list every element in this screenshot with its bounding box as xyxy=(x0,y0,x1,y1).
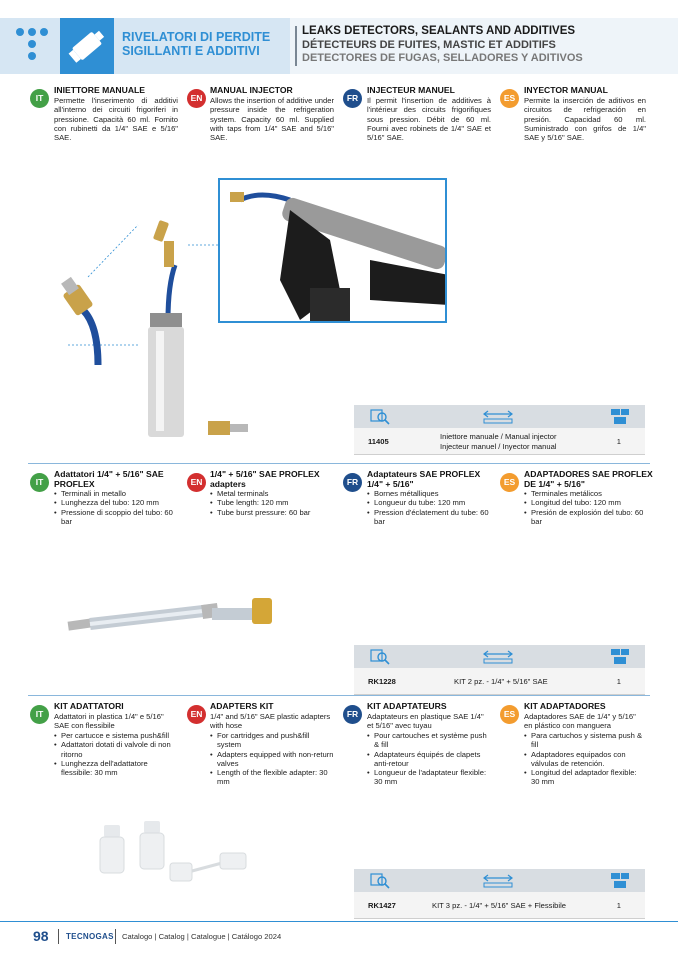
package-boxes-icon xyxy=(609,408,631,425)
product-table-RK1228 xyxy=(354,645,645,695)
block-intro-es: Adaptadores SAE de 1/4" y 5/16" en plástico con manguera xyxy=(524,712,636,731)
badge-it: IT xyxy=(30,705,49,724)
badge-it: IT xyxy=(30,473,49,492)
block-text-fr: Il permit l'insertion de additives à l'intérieur des circuits frigorifiques sous pression. Débit de 60 ml. Fourni avec robinets de 1/4" SAE et 5/16" SAE. xyxy=(367,96,491,143)
tube-category-icon xyxy=(60,18,114,74)
proflex-adapter-image xyxy=(62,590,282,646)
block-list-it: • Terminali in metallo • Lunghezza del tubo: 120 mm • Pressione di scoppio del tubo: 60 bar xyxy=(54,489,178,526)
block-title-es: INYECTOR MANUAL xyxy=(524,85,608,95)
dimension-ruler-icon xyxy=(482,648,514,665)
badge-en: EN xyxy=(187,473,206,492)
code-search-icon xyxy=(370,872,390,889)
product-code: 11405 xyxy=(368,437,389,446)
badge-fr: FR xyxy=(343,473,362,492)
block-intro-fr: Adaptateurs en plastique SAE 1/4" et 5/16" avec tuyau xyxy=(367,712,484,731)
header-divider xyxy=(295,26,297,66)
product-description: KIT 2 pz. - 1/4" + 5/16" SAE xyxy=(454,677,548,686)
product-table-RK1427 xyxy=(354,869,645,919)
brand-dots-logo xyxy=(14,26,50,62)
block-intro-it: Adattatori in plastica 1/4" e 5/16" SAE con flessibile xyxy=(54,712,164,731)
table-row xyxy=(354,668,645,695)
footer-line xyxy=(0,921,678,922)
footer-divider xyxy=(115,929,116,944)
footer-divider xyxy=(58,929,59,944)
block-title-es: ADAPTADORES SAE PROFLEX DE 1/4" + 5/16" xyxy=(524,469,653,489)
code-search-icon xyxy=(370,648,390,665)
code-search-icon xyxy=(370,408,390,425)
badge-es: ES xyxy=(500,473,519,492)
product-code: RK1427 xyxy=(368,901,396,910)
product-quantity: 1 xyxy=(616,677,621,686)
injector-in-use-photo xyxy=(218,178,447,323)
header-title-it: RIVELATORI DI PERDITE SIGILLANTI E ADDITIVI xyxy=(122,30,271,58)
product-quantity: 1 xyxy=(616,901,621,910)
block-list-en: • Metal terminals • Tube length: 120 mm • Tube burst pressure: 60 bar xyxy=(210,489,334,517)
section-divider xyxy=(28,695,650,696)
footer-brand: TECNOGAS xyxy=(66,932,114,941)
block-text-it: Permette l'inserimento di additivi all'interno dei circuiti frigoriferi in pressione. Capacità 60 ml. Fornito con rubinetti da 1/4" SAE e 5/16" SAE. xyxy=(54,96,178,143)
product-quantity: 1 xyxy=(616,437,621,446)
block-title-it: INIETTORE MANUALE xyxy=(54,85,146,95)
block-title-es: KIT ADAPTADORES xyxy=(524,701,606,711)
header-title-es: DETECTORES DE FUGAS, SELLADORES Y ADITIVOS xyxy=(302,52,583,64)
plastic-adapters-image xyxy=(92,815,262,895)
block-title-fr: KIT ADAPTATEURS xyxy=(367,701,447,711)
dimension-ruler-icon xyxy=(482,872,514,889)
badge-it: IT xyxy=(30,89,49,108)
block-title-en: 1/4" + 5/16" SAE PROFLEX adapters xyxy=(210,469,320,489)
block-text-es: Permite la inserción de aditivos en circuitos de refrigeración en presión. Capacidad 60 ml. Suministrado con grifos de 1/4" SAE y 5/16" SAE. xyxy=(524,96,646,143)
block-list-fr: • Bornes métalliques • Longueur du tube: 120 mm • Pression d'éclatement du tube: 60 bar xyxy=(367,489,491,526)
package-boxes-icon xyxy=(609,648,631,665)
dimension-ruler-icon xyxy=(482,408,514,425)
header-title-en: LEAKS DETECTORS, SEALANTS AND ADDITIVES xyxy=(302,25,576,37)
product-table-11405 xyxy=(354,405,645,455)
block-list-es: • Terminales metálicos • Longitud del tubo: 120 mm • Presión de explosión del tubo: 60 bar xyxy=(524,489,646,526)
header-title-fr: DÉTECTEURS DE FUITES, MASTIC ET ADDITIFS xyxy=(302,39,556,51)
package-boxes-icon xyxy=(609,872,631,889)
table-header xyxy=(354,405,645,428)
block-title-en: MANUAL INJECTOR xyxy=(210,85,293,95)
block-intro-en: 1/4" and 5/16" SAE plastic adapters with hose xyxy=(210,712,331,731)
section-divider xyxy=(28,463,650,464)
footer-catalog: Catalogo | Catalog | Catalogue | Catálogo 2024 xyxy=(122,932,282,941)
table-row xyxy=(354,892,645,919)
table-header xyxy=(354,869,645,892)
block-text-en: Allows the insertion of additive under pressure inside the refrigeration system. Capacity 60 ml. Supplied with taps from 1/4" SAE and 5/16" SAE. xyxy=(210,96,334,143)
badge-en: EN xyxy=(187,705,206,724)
block-title-fr: INJECTEUR MANUEL xyxy=(367,85,455,95)
block-list-es: • Para cartuchos y sistema push & fill • Adaptadores equipados con válvulas de retención. • Longitud del adaptador flexible: 30 mm xyxy=(524,731,646,787)
block-list-en: • For cartridges and push&fill system • Adapters equipped with non-return valves • Length of the flexible adapter: 30 mm xyxy=(210,731,334,787)
product-description: Iniettore manuale / Manual injector Injecteur manuel / Inyector manual xyxy=(440,432,557,451)
table-row xyxy=(354,428,645,455)
badge-es: ES xyxy=(500,705,519,724)
badge-fr: FR xyxy=(343,89,362,108)
badge-en: EN xyxy=(187,89,206,108)
block-title-en: ADAPTERS KIT xyxy=(210,701,274,711)
product-description: KIT 3 pz. - 1/4" + 5/16" SAE + Flessibile xyxy=(432,901,566,910)
product-code: RK1228 xyxy=(368,677,396,686)
block-title-it: Adattatori 1/4" + 5/16" SAE PROFLEX xyxy=(54,469,164,489)
badge-fr: FR xyxy=(343,705,362,724)
block-list-fr: • Pour cartouches et système push & fill • Adaptateurs équipés de clapets anti-retour • Longueur de l'adaptateur flexible: 30 mm xyxy=(367,731,491,787)
block-title-it: KIT ADATTATORI xyxy=(54,701,124,711)
badge-es: ES xyxy=(500,89,519,108)
table-header xyxy=(354,645,645,668)
block-title-fr: Adaptateurs SAE PROFLEX 1/4" + 5/16" xyxy=(367,469,481,489)
page-number: 98 xyxy=(33,928,49,944)
block-list-it: • Per cartucce e sistema push&fill • Adattatori dotati di valvole di non ritorno • Lunghezza dell'adattatore flessibile: 30 mm xyxy=(54,731,178,777)
